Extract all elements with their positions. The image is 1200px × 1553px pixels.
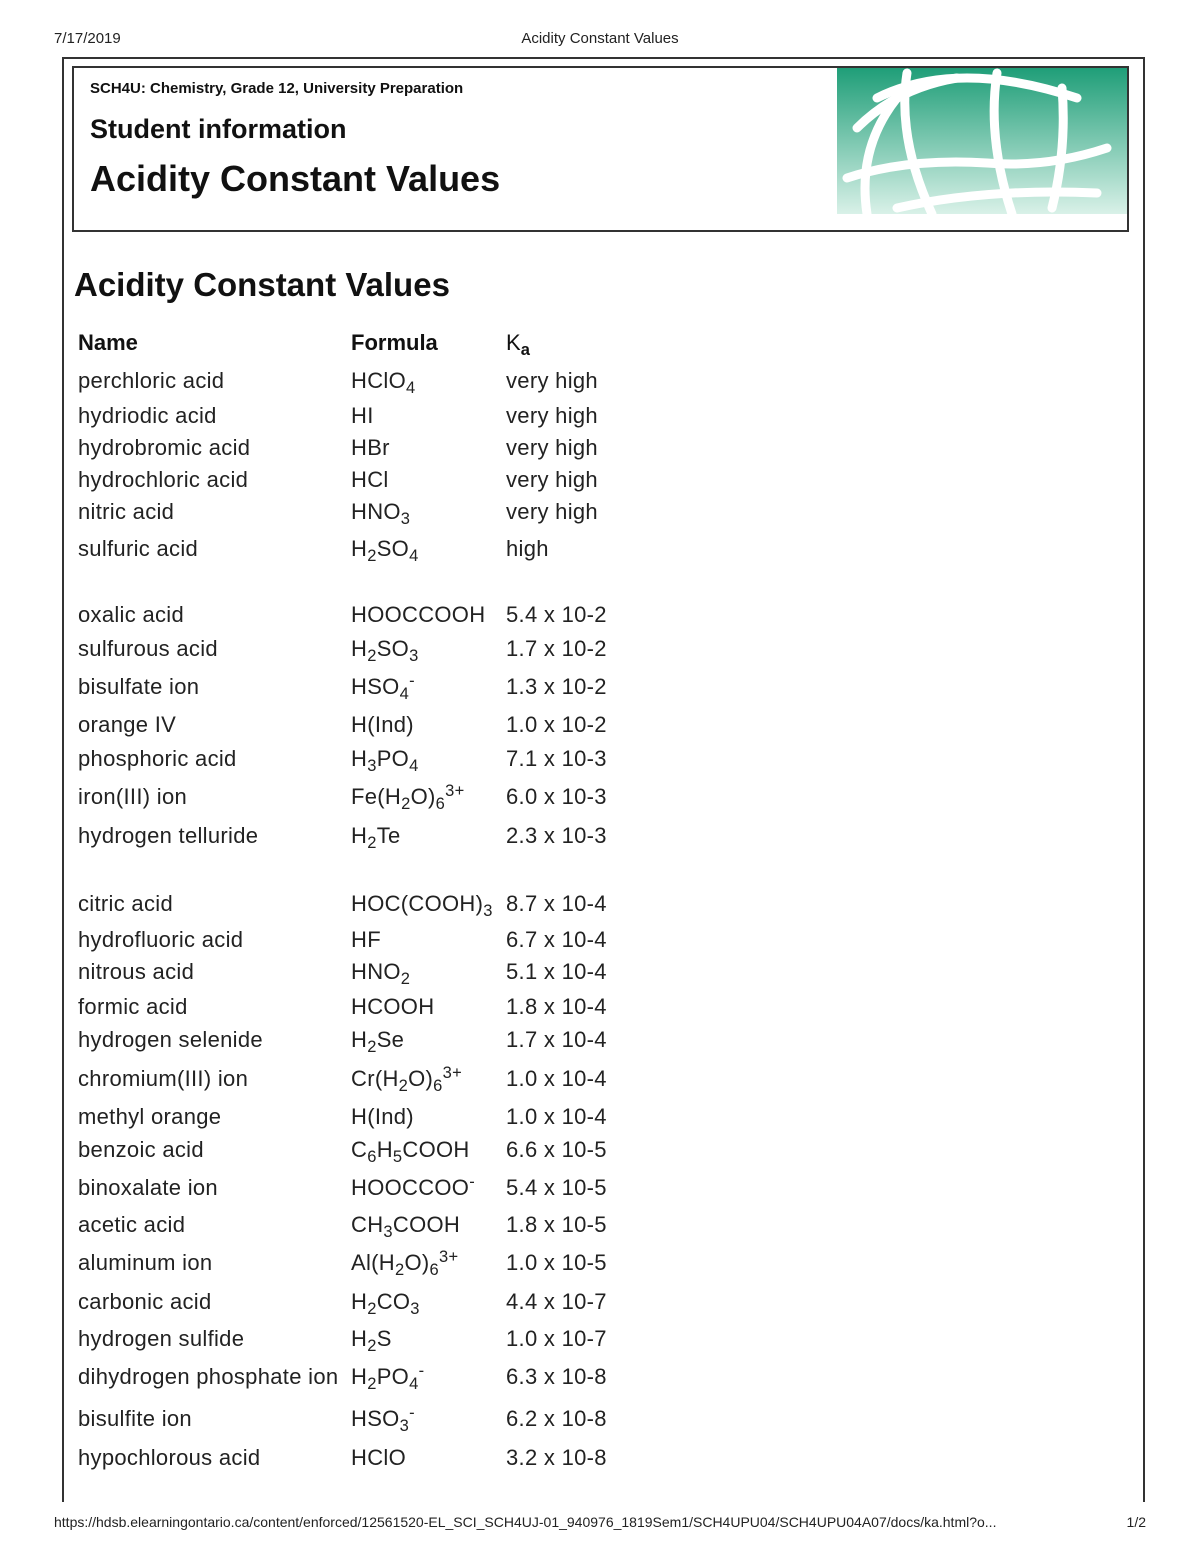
acid-ka-value: 1.7 x 10-2	[506, 636, 607, 661]
table-row	[0, 1137, 700, 1167]
acid-name: nitric acid	[78, 499, 175, 524]
table-row	[0, 1289, 700, 1319]
acid-formula: HF	[351, 927, 381, 952]
table-row	[0, 927, 700, 957]
table-row	[0, 1361, 700, 1394]
print-header	[54, 30, 1146, 50]
acid-ka-value: very high	[506, 403, 598, 428]
acid-ka-value: 1.7 x 10-4	[506, 1027, 607, 1052]
column-header-ka	[506, 330, 530, 359]
acid-ka-value: 4.4 x 10-7	[506, 1289, 607, 1314]
acid-formula: $H_2CO_3$	[351, 1289, 420, 1318]
acid-ka-value: high	[506, 536, 549, 561]
acid-ka-value: 1.0 x 10-5	[506, 1250, 607, 1275]
acid-name: dihydrogen phosphate ion	[78, 1364, 339, 1389]
print-date: 7/17/2019	[54, 30, 121, 47]
acid-ka-value: very high	[506, 499, 598, 524]
acid-ka-value: 6.0 x 10-3	[506, 784, 607, 809]
acid-formula: $H_3PO_4$	[351, 746, 419, 775]
table-row	[0, 959, 700, 989]
page-heading: Acidity Constant Values	[74, 266, 450, 303]
table-row	[0, 1247, 700, 1280]
acid-formula: HClO$_4$	[351, 368, 416, 397]
acid-ka-value: 1.0 x 10-7	[506, 1326, 607, 1351]
table-row	[0, 781, 700, 814]
acid-name: hydrogen telluride	[78, 823, 259, 848]
print-title: Acidity Constant Values	[521, 30, 679, 47]
column-header-ka-symbol: K	[506, 330, 521, 355]
acid-ka-value: 7.1 x 10-3	[506, 746, 607, 771]
acid-formula: H(Ind)	[351, 712, 414, 737]
acid-name: bisulfate ion	[78, 674, 200, 699]
acid-name: aluminum ion	[78, 1250, 213, 1275]
acid-name: iron(III) ion	[78, 784, 188, 809]
acid-formula: $H_2SO_3$	[351, 636, 419, 665]
footer-url: https://hdsb.elearningontario.ca/content/enforced/12561520-EL_SCI_SCH4UJ-01_940976_1819Sem1/SCH4UPU04/SCH4UPU04A07/docs/ka.html?o...	[54, 1514, 997, 1530]
acid-ka-value: 5.4 x 10-5	[506, 1175, 607, 1200]
acid-ka-value: very high	[506, 368, 598, 393]
acid-name: hydrobromic acid	[78, 435, 251, 460]
acid-name: nitrous acid	[78, 959, 195, 984]
acid-formula: $CH_3COOH$	[351, 1212, 461, 1241]
acid-formula: $HSO_4^-$	[351, 671, 415, 703]
acid-formula: HCOOH	[351, 994, 435, 1019]
acid-formula: HBr	[351, 435, 390, 460]
acid-ka-value: 1.3 x 10-2	[506, 674, 607, 699]
acid-formula: $Al(H_2O)_6^{3+}$	[351, 1247, 459, 1279]
acid-name: bisulfite ion	[78, 1406, 192, 1431]
acid-ka-value: 6.2 x 10-8	[506, 1406, 607, 1431]
acid-ka-value: 5.4 x 10-2	[506, 602, 607, 627]
acid-name: hypochlorous acid	[78, 1445, 261, 1470]
acid-formula: $HOC(COOH)_3$	[351, 891, 493, 920]
table-row	[0, 536, 700, 566]
table-row	[0, 994, 700, 1024]
acid-name: phosphoric acid	[78, 746, 237, 771]
acid-ka-value: 1.0 x 10-4	[506, 1104, 607, 1129]
table-row	[0, 467, 700, 497]
acid-name: hydrochloric acid	[78, 467, 249, 492]
acid-ka-value: 3.2 x 10-8	[506, 1445, 607, 1470]
acid-name: orange IV	[78, 712, 177, 737]
acid-name: hydrogen selenide	[78, 1027, 263, 1052]
table-row	[0, 499, 700, 529]
acid-ka-value: 6.7 x 10-4	[506, 927, 607, 952]
acid-ka-value: 5.1 x 10-4	[506, 959, 607, 984]
acid-formula: $Fe(H_2O)_6^{3+}$	[351, 781, 465, 813]
table-row	[0, 1326, 700, 1356]
table-row	[0, 403, 700, 433]
acid-name: benzoic acid	[78, 1137, 204, 1162]
acid-formula: HClO	[351, 1445, 406, 1470]
acid-formula: H(Ind)	[351, 1104, 414, 1129]
acid-name: citric acid	[78, 891, 173, 916]
column-header-formula: Formula	[351, 330, 438, 355]
acid-formula: $H_2Te$	[351, 823, 401, 852]
table-row	[0, 1212, 700, 1242]
table-row	[0, 1027, 700, 1057]
table-row	[0, 1403, 700, 1436]
table-row	[0, 671, 700, 704]
acid-ka-value: very high	[506, 435, 598, 460]
banner-title: Acidity Constant Values	[90, 158, 501, 199]
acid-ka-value: very high	[506, 467, 598, 492]
table-row	[0, 891, 700, 921]
acid-name: perchloric acid	[78, 368, 225, 393]
acid-ka-value: 8.7 x 10-4	[506, 891, 607, 916]
acid-name: carbonic acid	[78, 1289, 212, 1314]
acid-formula: HOOCCOO-	[351, 1172, 476, 1200]
acid-formula: HI	[351, 403, 374, 428]
table-row	[0, 636, 700, 666]
acid-formula: $HSO_3^-$	[351, 1403, 415, 1435]
table-row	[0, 435, 700, 465]
acid-name: methyl orange	[78, 1104, 222, 1129]
table-row	[0, 1104, 700, 1134]
course-banner	[72, 66, 1129, 232]
column-header-name: Name	[78, 330, 138, 355]
acid-formula: $H_2PO_4^-$	[351, 1361, 425, 1393]
acid-formula: $H_2S$	[351, 1326, 392, 1355]
acid-name: sulfuric acid	[78, 536, 199, 561]
table-row	[0, 712, 700, 742]
section-label: Student information	[90, 114, 347, 144]
acid-formula: $HNO_2$	[351, 959, 411, 988]
print-footer	[54, 1514, 1146, 1534]
table-row	[0, 746, 700, 776]
acid-name: hydrogen sulfide	[78, 1326, 245, 1351]
table-row	[0, 602, 700, 632]
acid-name: oxalic acid	[78, 602, 185, 627]
acid-formula: $H_2Se$	[351, 1027, 405, 1056]
acid-ka-value: 2.3 x 10-3	[506, 823, 607, 848]
acid-formula: HOOCCOOH	[351, 602, 486, 627]
table-row	[0, 1172, 700, 1205]
acid-formula: $C_6H_5COOH$	[351, 1137, 470, 1166]
acid-name: chromium(III) ion	[78, 1066, 249, 1091]
course-label: SCH4U: Chemistry, Grade 12, University Preparation	[90, 80, 464, 97]
acid-name: acetic acid	[78, 1212, 186, 1237]
column-header-ka-subscript: a	[520, 340, 530, 359]
table-row	[0, 368, 700, 398]
acid-name: sulfurous acid	[78, 636, 218, 661]
acid-formula: HCl	[351, 467, 389, 492]
table-row	[0, 1445, 700, 1475]
table-row	[0, 1063, 700, 1096]
table-row	[0, 823, 700, 853]
footer-page-number: 1/2	[1126, 1514, 1146, 1530]
acid-name: hydrofluoric acid	[78, 927, 244, 952]
acid-name: hydriodic acid	[78, 403, 217, 428]
acid-ka-value: 6.6 x 10-5	[506, 1137, 607, 1162]
acid-ka-value: 1.8 x 10-4	[506, 994, 607, 1019]
acid-name: formic acid	[78, 994, 188, 1019]
acid-ka-value: 1.8 x 10-5	[506, 1212, 607, 1237]
acid-formula: $H_2SO_4$	[351, 536, 419, 565]
globe-logo-icon	[837, 68, 1127, 214]
acid-formula: $HNO_3$	[351, 499, 411, 528]
acid-ka-value: 6.3 x 10-8	[506, 1364, 607, 1389]
acid-formula: $Cr(H_2O)_6^{3+}$	[351, 1063, 463, 1095]
acid-ka-value: 1.0 x 10-4	[506, 1066, 607, 1091]
acid-ka-value: 1.0 x 10-2	[506, 712, 607, 737]
acid-name: binoxalate ion	[78, 1175, 218, 1200]
